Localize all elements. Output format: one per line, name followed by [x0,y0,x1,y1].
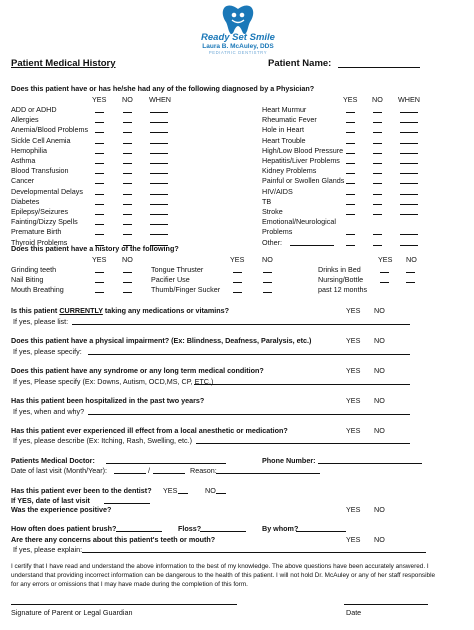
patient-name-label: Patient Name: [268,58,332,69]
habit-no-field[interactable] [263,272,272,273]
practice-logo [168,4,308,56]
habit-item-label: Tongue Thruster [151,265,204,274]
diagnosis-when-field[interactable] [400,153,418,154]
diagnosis-when-field[interactable] [150,122,168,123]
diag-left-when-header: WHEN [149,95,171,104]
diagnosis-no-field[interactable] [123,183,132,184]
anesthetic-no[interactable]: NO [374,426,385,435]
hospital-when-field[interactable] [88,414,410,415]
diagnosis-yes-field[interactable] [95,204,104,205]
diagnosis-no-field[interactable] [373,163,382,164]
meds-list-field[interactable] [72,324,410,325]
dentist-yes[interactable]: YES [163,486,178,495]
impairment-question: Does this patient have a physical impairment? (Ex: Blindness, Deafness, Paralysis, etc.) [11,336,312,345]
habit-item-label: past 12 months [318,285,368,295]
reason-field[interactable] [216,473,320,474]
diagnosis-when-field[interactable] [150,183,168,184]
diag-left-no-header: NO [122,95,133,104]
explain-field[interactable] [82,552,426,553]
diagnosis-no-field[interactable] [123,153,132,154]
diagnosis-yes-field[interactable] [346,245,355,246]
habit-item-label: Grinding teeth [11,265,57,274]
diagnosis-no-field[interactable] [373,214,382,215]
diagnosis-item-label: Thyroid Problems [11,237,68,247]
diagnosis-item-label: Cancer [11,176,35,186]
form-title: Patient Medical History [11,58,116,69]
diagnosis-question: Does this patient have or has he/she had any of the following diagnosed by a Physician? [11,84,315,93]
diagnosis-when-field[interactable] [400,245,418,246]
diagnosis-when-field[interactable] [400,173,418,174]
diagnosis-yes-field[interactable] [95,194,104,195]
diagnosis-no-field[interactable] [373,245,382,246]
certification-line-3: for any errors or omissions that I may have made during the completion of this form. [11,581,248,588]
diagnosis-no-field[interactable] [373,234,382,235]
diagnosis-other-field[interactable] [290,245,334,246]
concerns-label: Are there any concerns about this patient's teeth or mouth? [11,535,216,544]
impairment-yes[interactable]: YES [346,336,361,345]
habit-yes-field[interactable] [233,272,242,273]
diagnosis-item-label: Rheumatic Fever [262,115,317,125]
diagnosis-item-label: Problems [262,227,293,237]
floss-label: Floss? [178,524,202,533]
diagnosis-no-field[interactable] [123,234,132,235]
habit-yes-field[interactable] [233,292,242,293]
diagnosis-no-field[interactable] [123,143,132,144]
diagnosis-when-field[interactable] [400,122,418,123]
diagnosis-no-field[interactable] [373,132,382,133]
diagnosis-no-field[interactable] [123,204,132,205]
diagnosis-yes-field[interactable] [346,194,355,195]
diagnosis-when-field[interactable] [150,163,168,164]
syndrome-specify-field[interactable] [194,384,410,385]
habit-yes-field[interactable] [233,282,242,283]
diagnosis-when-field[interactable] [400,214,418,215]
reason-label: Reason: [190,466,217,475]
diagnosis-yes-field[interactable] [95,153,104,154]
dentist-no[interactable]: NO [205,486,216,495]
habit-yes-field[interactable] [380,272,389,273]
diagnosis-item-label: Emotional/Neurological [262,217,336,227]
diagnosis-when-field[interactable] [150,194,168,195]
diagnosis-item-label: TB [262,196,272,206]
last-visit-month-field[interactable] [114,473,146,474]
habits-col2-yes: YES [230,255,245,264]
diagnosis-yes-field[interactable] [95,132,104,133]
diag-right-no-header: NO [372,95,383,104]
hospital-when-label: If yes, when and why? [13,407,85,416]
concerns-yes[interactable]: YES [346,535,361,544]
diagnosis-yes-field[interactable] [346,153,355,154]
diagnosis-no-field[interactable] [373,183,382,184]
diagnosis-yes-field[interactable] [346,214,355,215]
diagnosis-when-field[interactable] [150,132,168,133]
diagnosis-item-label: Hepatitis/Liver Problems [262,156,340,165]
diagnosis-when-field[interactable] [150,112,168,113]
syndrome-specify-label: If yes, Please specify (Ex: Downs, Autism, OCD,MS, CP, ETC.) [13,377,214,386]
diagnosis-when-field[interactable] [150,204,168,205]
diagnosis-no-field[interactable] [123,122,132,123]
diagnosis-yes-field[interactable] [95,224,104,225]
dentist-no-field[interactable] [216,493,226,494]
habits-question: Does this patient have a history of the following? [11,244,179,253]
habit-no-field[interactable] [406,272,415,273]
diagnosis-no-field[interactable] [123,132,132,133]
meds-no[interactable]: NO [374,306,385,315]
doctor-field[interactable] [106,463,226,464]
anesthetic-describe-field[interactable] [196,443,410,444]
diagnosis-when-field[interactable] [400,234,418,235]
diagnosis-no-field[interactable] [373,143,382,144]
syndrome-question: Does this patient have any syndrome or any long term medical condition? [11,366,264,375]
last-visit-label: Date of last visit (Month/Year): [11,466,108,475]
habit-item-label: Drinks in Bed [318,265,361,274]
hospital-no[interactable]: NO [374,396,385,405]
meds-yes[interactable]: YES [346,306,361,315]
diagnosis-no-field[interactable] [123,163,132,164]
diagnosis-when-field[interactable] [400,194,418,195]
diagnosis-item-label: Other: [262,237,282,247]
diagnosis-item-label: Asthma [11,156,36,165]
dentist-yes-field[interactable] [178,493,188,494]
date-field[interactable] [344,604,428,605]
diagnosis-yes-field[interactable] [95,122,104,123]
habit-yes-field[interactable] [95,292,104,293]
impairment-no[interactable]: NO [374,336,385,345]
diagnosis-no-field[interactable] [373,173,382,174]
phone-field[interactable] [318,463,422,464]
brush-label: How often does patient brush? [11,524,117,533]
habits-col3-yes: YES [378,255,393,264]
diag-left-yes-header: YES [92,95,107,104]
diagnosis-yes-field[interactable] [346,204,355,205]
diagnosis-no-field[interactable] [373,204,382,205]
diagnosis-when-field[interactable] [400,143,418,144]
diagnosis-no-field[interactable] [123,224,132,225]
syndrome-yes[interactable]: YES [346,366,361,375]
diagnosis-item-label: Hemophilia [11,145,47,155]
habits-col3-no: NO [406,255,417,264]
diagnosis-when-field[interactable] [150,214,168,215]
certification-line-1: I certify that I have read and understand the above information to the best of my knowledge. The above questions have been accurately answered. I [11,563,429,570]
last-visit-slash: / [148,466,150,475]
habit-yes-field[interactable] [95,282,104,283]
diagnosis-when-field[interactable] [400,183,418,184]
diagnosis-no-field[interactable] [123,194,132,195]
diagnosis-item-label: HIV/AIDS [262,186,293,196]
diagnosis-yes-field[interactable] [346,122,355,123]
concerns-no[interactable]: NO [374,535,385,544]
habits-col1-no: NO [122,255,133,264]
diagnosis-when-field[interactable] [400,132,418,133]
whom-field[interactable] [296,531,346,532]
diagnosis-item-label: Fainting/Dizzy Spells [11,217,78,227]
habit-no-field[interactable] [123,272,132,273]
last-visit-year-field[interactable] [153,473,185,474]
habit-no-field[interactable] [263,282,272,283]
diagnosis-item-label: Premature Birth [11,227,62,237]
diagnosis-when-field[interactable] [150,224,168,225]
diagnosis-item-label: Diabetes [11,196,40,206]
diagnosis-item-label: Blood Transfusion [11,166,69,176]
diagnosis-item-label: Developmental Delays [11,186,83,196]
habits-col2-no: NO [262,255,273,264]
floss-field[interactable] [200,531,246,532]
diagnosis-when-field[interactable] [400,204,418,205]
habit-no-field[interactable] [263,292,272,293]
certification-line-2: understand that providing incorrect information can be dangerous to the health of this patient. I will not hold Dr. McAuley or any of her staff responsible [11,572,436,579]
diagnosis-item-label: Sickle Cell Anemia [11,135,71,145]
diagnosis-yes-field[interactable] [346,143,355,144]
diagnosis-item-label: Hole in Heart [262,125,304,135]
diagnosis-no-field[interactable] [373,122,382,123]
diagnosis-yes-field[interactable] [346,112,355,113]
diag-right-yes-header: YES [343,95,358,104]
anesthetic-yes[interactable]: YES [346,426,361,435]
signature-label: Signature of Parent or Legal Guardian [11,608,133,617]
diagnosis-yes-field[interactable] [95,183,104,184]
diag-right-when-header: WHEN [398,95,420,104]
date-label: Date [346,608,362,617]
diagnosis-yes-field[interactable] [346,132,355,133]
diagnosis-item-label: ADD or ADHD [11,105,57,114]
dentist-last-visit-label: If YES, date of last visit [11,496,90,505]
habit-item-label: Nail Biting [11,275,44,285]
diagnosis-item-label: Epilepsy/Seizures [11,207,69,216]
diagnosis-yes-field[interactable] [95,234,104,235]
impairment-specify-label: If yes, please specify: [13,347,82,356]
diagnosis-when-field[interactable] [150,173,168,174]
brush-field[interactable] [116,531,162,532]
dentist-question: Has this patient ever been to the dentist? [11,486,152,495]
diagnosis-yes-field[interactable] [346,163,355,164]
habit-item-label: Thumb/Finger Sucker [151,285,221,295]
diagnosis-yes-field[interactable] [95,143,104,144]
diagnosis-item-label: High/Low Blood Pressure [262,145,344,155]
hospital-yes[interactable]: YES [346,396,361,405]
diagnosis-item-label: Allergies [11,115,39,125]
diagnosis-item-label: Heart Murmur [262,105,307,114]
diagnosis-when-field[interactable] [150,153,168,154]
habit-yes-field[interactable] [95,272,104,273]
diagnosis-yes-field[interactable] [95,112,104,113]
hospital-question: Has this patient been hospitalized in the past two years? [11,396,205,405]
diagnosis-yes-field[interactable] [95,214,104,215]
experience-no[interactable]: NO [374,505,385,514]
habit-no-field[interactable] [123,282,132,283]
experience-label: Was the experience positive? [11,505,112,514]
diagnosis-yes-field[interactable] [346,234,355,235]
diagnosis-yes-field[interactable] [95,173,104,174]
syndrome-no[interactable]: NO [374,366,385,375]
habit-item-label: Nursing/Bottle [318,275,364,285]
habit-no-field[interactable] [123,292,132,293]
habits-col1-yes: YES [92,255,107,264]
experience-yes[interactable]: YES [346,505,361,514]
diagnosis-item-label: Kidney Problems [262,166,317,176]
doctor-name: Laura B. McAuley, DDS [202,43,274,50]
patient-name-field[interactable] [338,67,420,68]
diagnosis-when-field[interactable] [400,112,418,113]
habit-item-label: Mouth Breathing [11,285,64,295]
whom-label: By whom? [262,524,299,533]
diagnosis-item-label: Stroke [262,207,283,216]
phone-label: Phone Number: [262,456,316,465]
diagnosis-no-field[interactable] [373,194,382,195]
brand-name: Ready Set Smile [201,32,275,43]
diagnosis-no-field[interactable] [123,173,132,174]
diagnosis-when-field[interactable] [150,234,168,235]
diagnosis-no-field[interactable] [373,153,382,154]
meds-question: Is this patient CURRENTLY taking any medications or vitamins? [11,306,230,315]
impairment-specify-field[interactable] [88,354,410,355]
habit-no-field[interactable] [406,282,415,283]
meds-list-label: If yes, please list: [13,317,69,326]
diagnosis-no-field[interactable] [123,112,132,113]
diagnosis-no-field[interactable] [373,112,382,113]
doctor-label: Patients Medical Doctor: [11,456,95,465]
diagnosis-item-label: Anemia/Blood Problems [11,125,89,135]
anesthetic-describe-label: If yes, please describe (Ex: Itching, Rash, Swelling, etc.) [13,436,192,445]
diagnosis-no-field[interactable] [123,214,132,215]
habit-item-label: Pacifier Use [151,275,190,285]
specialty: PEDIATRIC DENTISTRY [208,50,268,55]
diagnosis-yes-field[interactable] [346,173,355,174]
habit-yes-field[interactable] [380,282,389,283]
signature-field[interactable] [11,604,237,605]
diagnosis-item-label: Painful or Swollen Glands [262,176,345,186]
explain-label: If yes, please explain: [13,545,83,554]
diagnosis-yes-field[interactable] [346,183,355,184]
anesthetic-question: Has this patient ever experienced ill effect from a local anesthetic or medication? [11,426,288,435]
diagnosis-when-field[interactable] [150,143,168,144]
diagnosis-item-label: Heart Trouble [262,135,306,145]
dentist-last-visit-field[interactable] [104,503,150,504]
diagnosis-yes-field[interactable] [95,163,104,164]
diagnosis-when-field[interactable] [400,163,418,164]
